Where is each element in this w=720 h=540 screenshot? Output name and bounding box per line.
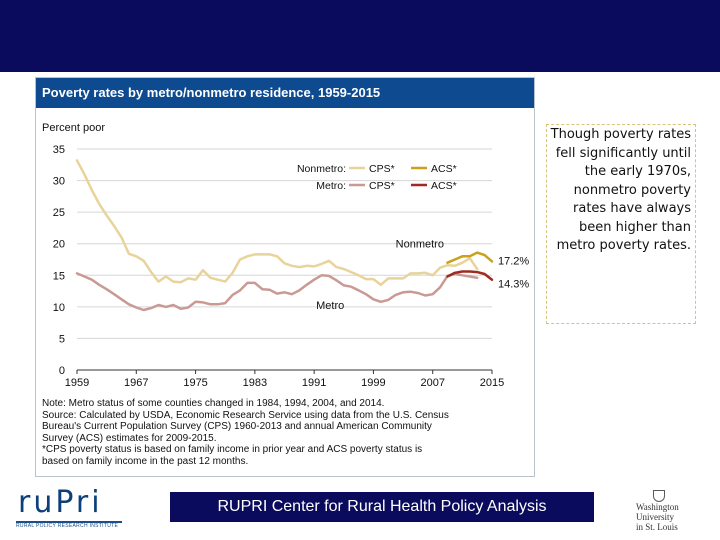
x-tick-label: 1975 [183, 377, 208, 389]
side-note-text: Though poverty rates fell significantly until the early 1970s, nonmetro poverty rates have always been higher than metro poverty rates. [546, 124, 696, 324]
top-title-bar [0, 0, 720, 72]
y-axis-label: Percent poor [42, 122, 105, 134]
chart-notes [42, 398, 530, 467]
metro-end-value-label: 14.3% [498, 278, 530, 291]
y-tick-label: 0 [58, 365, 65, 377]
washu-crest-icon [653, 490, 665, 502]
x-tick-label: 1983 [242, 377, 268, 389]
series-line-nonmetro-cps [77, 160, 477, 284]
x-tick-label: 1991 [301, 377, 327, 389]
note-line: based on family income in the past 12 months. [42, 455, 249, 467]
legend-row-label: Metro: [316, 180, 346, 192]
x-tick-label: 2007 [420, 377, 445, 389]
nonmetro-end-value-label: 17.2% [498, 255, 530, 268]
rupri-logo-subtitle: RURAL POLICY RESEARCH INSTITUTE [16, 523, 119, 529]
note-line: *CPS poverty status is based on family income in prior year and ACS poverty status is [42, 444, 423, 455]
legend-entry-label: ACS* [431, 180, 457, 192]
y-tick-label: 25 [52, 207, 65, 220]
series-layer [77, 160, 492, 310]
note-line: Source: Calculated by USDA, Economic Research Service using data from the U.S. Census [42, 409, 449, 421]
washu-logo-line: Washington [636, 502, 679, 512]
footer-banner: RUPRI Center for Rural Health Policy Analysis [170, 492, 594, 522]
poverty-rate-chart [36, 108, 534, 398]
chart-title: Poverty rates by metro/nonmetro residence, 1959-2015 [36, 78, 534, 108]
rupri-logo [12, 485, 124, 531]
note-line: Bureau's Current Population Survey (CPS) 1960-2013 and annual American Community [42, 421, 432, 432]
series-line-metro-cps [77, 273, 477, 310]
x-tick-label: 2015 [479, 377, 505, 389]
y-tick-label: 5 [58, 333, 65, 346]
y-tick-label: 15 [52, 270, 65, 283]
x-tick-label: 1959 [64, 377, 90, 389]
x-tick-label: 1967 [124, 377, 149, 389]
note-line: Survey (ACS) estimates for 2009-2015. [42, 432, 217, 444]
y-tick-label: 30 [52, 175, 65, 188]
note-line: Note: Metro status of some counties changed in 1984, 1994, 2004, and 2014. [42, 398, 385, 409]
x-tick-label: 1999 [361, 377, 386, 389]
nonmetro-series-label: Nonmetro [395, 238, 444, 251]
legend-entry-label: CPS* [369, 180, 395, 192]
legend-row-label: Nonmetro: [296, 163, 346, 175]
y-tick-label: 10 [52, 301, 65, 314]
washu-logo-line: University [636, 512, 674, 522]
rupri-logo-word: ruPri [18, 485, 103, 520]
y-tick-label: 35 [52, 144, 65, 156]
metro-series-label: Metro [316, 299, 345, 312]
legend-entry-label: ACS* [431, 163, 457, 175]
washu-logo-line: in St. Louis [636, 522, 678, 532]
washu-logo [630, 490, 700, 534]
chart-panel [35, 77, 535, 477]
legend-entry-label: CPS* [369, 163, 395, 175]
y-tick-label: 20 [52, 238, 65, 251]
legend [297, 163, 457, 192]
